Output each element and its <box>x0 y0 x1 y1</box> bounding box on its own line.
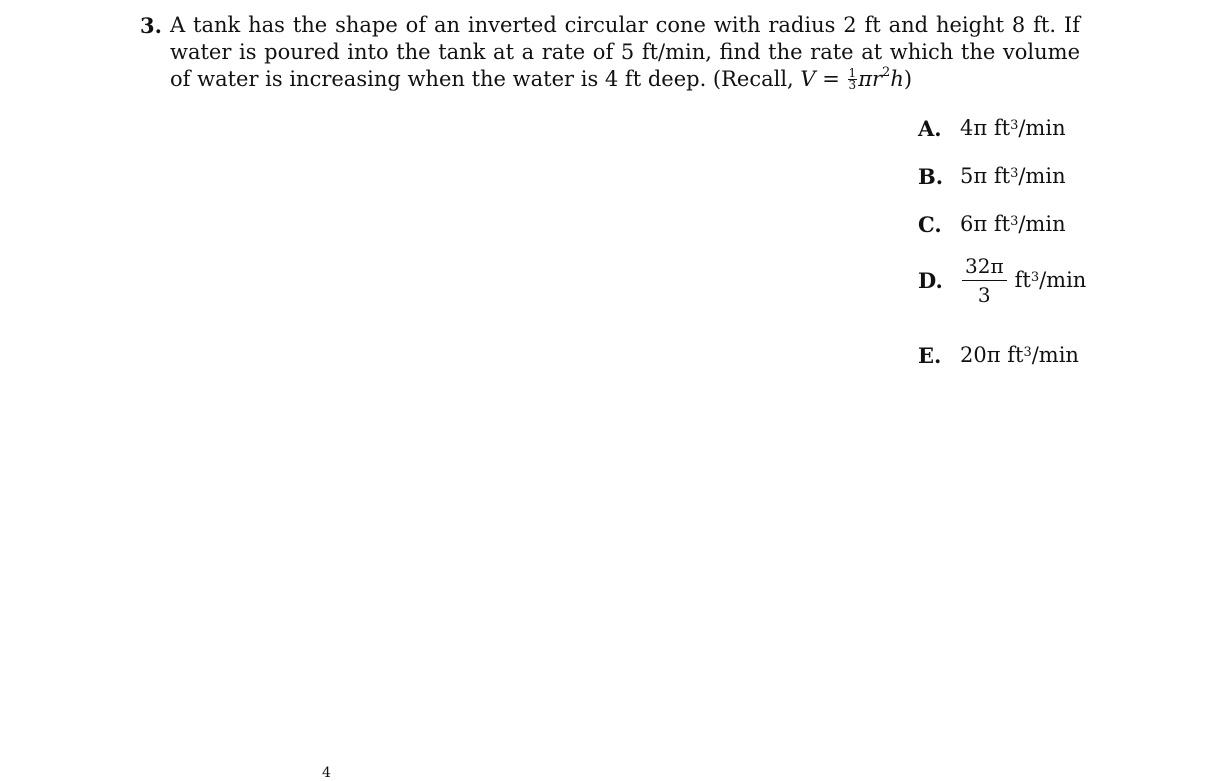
math-one-third-fraction <box>848 68 858 91</box>
answer-unit-rest: /min <box>1018 164 1066 188</box>
answer-unit-base: ft <box>993 164 1011 188</box>
answer-choice-a[interactable] <box>918 110 1066 146</box>
problem-text-main: A tank has the shape of an inverted circular cone with radius 2 ft and height 8 ft. If water is poured into the tank at a rate of 5 ft/min, find the rate at which the volume of water is increasing when the water is 4 ft deep. (Recall, <box>170 13 1080 91</box>
math-volume-symbol: V <box>800 67 816 91</box>
page-number: 4 <box>322 765 331 781</box>
answer-unit-base: ft <box>993 212 1011 236</box>
answer-letter: C. <box>918 211 942 237</box>
math-radius: r <box>872 67 883 91</box>
problem-text-close: ) <box>903 67 913 91</box>
answer-coefficient: 5π <box>960 164 988 188</box>
answer-choice-d[interactable] <box>918 252 1086 308</box>
answer-coefficient: 4π <box>960 116 988 140</box>
answer-unit-base: ft <box>1014 268 1031 292</box>
answer-value: 20π ft $^3$ /min <box>960 343 1079 367</box>
answer-fraction-numerator: 32π <box>962 254 1007 281</box>
answer-unit-base: ft <box>993 116 1011 140</box>
answer-unit-base: ft <box>1007 343 1024 367</box>
answer-unit-rest: /min <box>1031 343 1079 367</box>
fraction-denominator: 3 <box>848 78 857 92</box>
math-equals: = <box>815 67 847 91</box>
answer-value: $\frac{32\pi}{3}$ ft $^3$ /min <box>960 254 1086 307</box>
answer-value: 5π ft $^3$ /min <box>960 164 1066 188</box>
answer-unit-rest: /min <box>1039 268 1087 292</box>
answer-unit-rest: /min <box>1018 212 1066 236</box>
answer-choice-e[interactable] <box>918 337 1079 373</box>
answer-letter: E. <box>918 342 942 368</box>
answer-letter: B. <box>918 163 944 189</box>
answer-fraction <box>962 254 1007 307</box>
answer-letter: D. <box>918 267 943 293</box>
answer-coefficient: 20π <box>960 343 1001 367</box>
problem-number: 3. <box>140 13 162 38</box>
math-height: h <box>890 67 904 91</box>
answer-letter: A. <box>918 115 942 141</box>
problem-statement <box>170 12 1080 93</box>
answer-choice-c[interactable] <box>918 206 1066 242</box>
math-exponent: 2 <box>882 65 891 80</box>
math-pi: π <box>858 67 872 91</box>
answer-fraction-denominator: 3 <box>977 282 991 307</box>
answer-choice-b[interactable] <box>918 158 1066 194</box>
answer-unit-rest: /min <box>1018 116 1066 140</box>
answer-coefficient: 6π <box>960 212 988 236</box>
fraction-numerator: 1 <box>848 66 857 80</box>
answer-value: 4π ft $^3$ /min <box>960 116 1066 140</box>
answer-value: 6π ft $^3$ /min <box>960 212 1066 236</box>
